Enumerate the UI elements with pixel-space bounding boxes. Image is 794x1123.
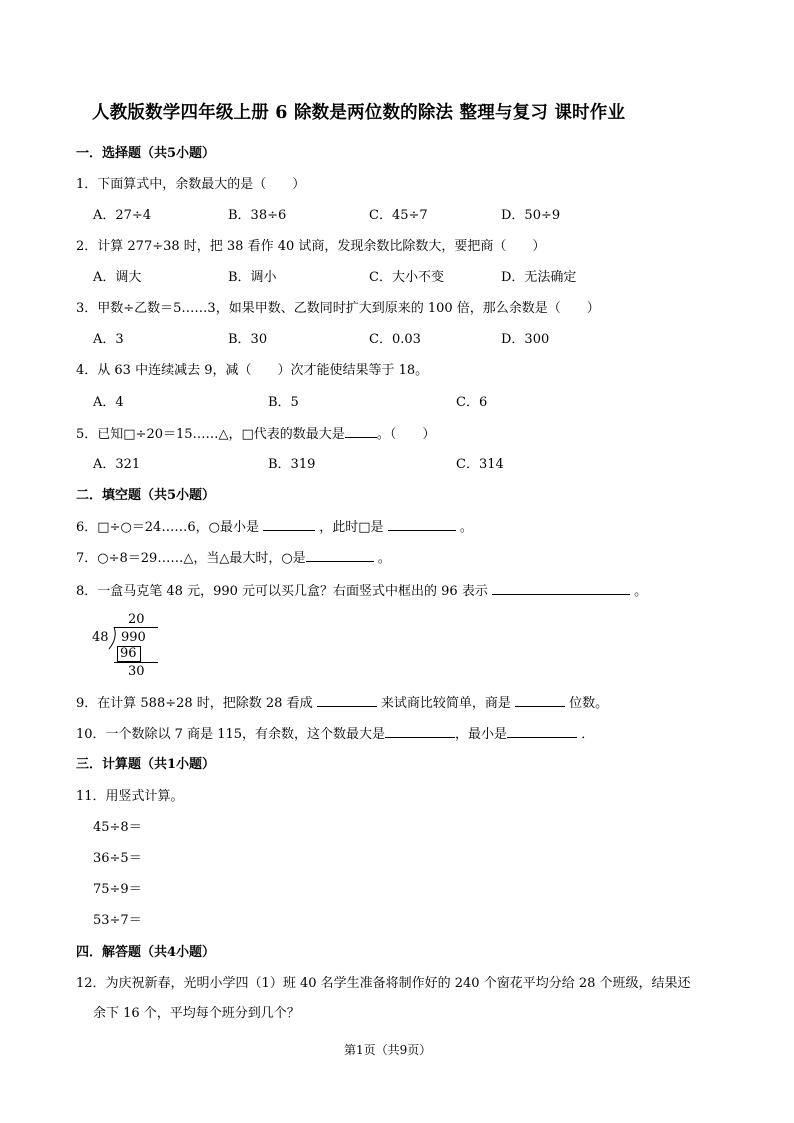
q2-option-c: C．大小不变 xyxy=(369,270,444,285)
section-heading-choice: 一．选择题（共5小题） xyxy=(76,146,216,161)
question-1-stem: 1．下面算式中，余数最大的是（ ） xyxy=(76,177,306,192)
q6-blank-2[interactable] xyxy=(388,518,456,531)
division-product: 96 xyxy=(120,646,137,661)
q11-item-2: 36÷5＝ xyxy=(93,851,142,866)
question-3-stem: 3．甲数÷乙数＝5……3，如果甲数、乙数同时扩大到原来的 100 倍，那么余数是（ ） xyxy=(76,301,600,316)
q6-text-b: ，此时□是 xyxy=(319,520,384,535)
q1-option-d: D．50÷9 xyxy=(501,208,561,223)
q2-option-a: A．调大 xyxy=(93,270,142,285)
q9-blank-1[interactable] xyxy=(317,694,377,707)
q5-option-c: C．314 xyxy=(456,457,504,472)
q9-text-a: 9．在计算 588÷28 时，把除数 28 看成 xyxy=(76,696,313,711)
q9-text-b: 来试商比较简单，商是 xyxy=(380,696,511,711)
question-2-stem: 2．计算 277÷38 时，把 38 看作 40 试商，发现余数比除数大，要把商（ ） xyxy=(76,239,546,254)
q3-option-d: D．300 xyxy=(501,332,550,347)
question-5-stem xyxy=(76,425,435,444)
q9-text-c: 位数。 xyxy=(569,696,609,711)
q10-blank-2[interactable] xyxy=(507,725,577,738)
q5-stem-text: 5．已知□÷20＝15……△，□代表的数最大是 xyxy=(76,427,345,442)
question-12-line-2: 余下 16 个，平均每个班分到几个？ xyxy=(93,1006,300,1021)
q2-option-b: B．调小 xyxy=(228,270,277,285)
q11-item-3: 75÷9＝ xyxy=(93,882,142,897)
q1-option-b: B．38÷6 xyxy=(228,208,287,223)
question-12-line-1: 12．为庆祝新春，光明小学四（1）班 40 名学生准备将制作好的 240 个窗花平均分给 28 个班级，结果还 xyxy=(76,976,691,991)
q7-text-a: 7．○÷8＝29……△，当△最大时，○是 xyxy=(76,551,306,566)
q3-option-c: C．0.03 xyxy=(369,332,421,347)
q8-text-a: 8．一盒马克笔 48 元，990 元可以买几盒？右面竖式中框出的 96 表示 xyxy=(76,584,488,599)
q5-option-b: B．319 xyxy=(268,457,316,472)
division-bar xyxy=(114,627,158,628)
section-heading-calc: 三．计算题（共1小题） xyxy=(76,757,216,772)
page-title: 人教版数学四年级上册 6 除数是两位数的除法 整理与复习 课时作业 xyxy=(92,103,626,123)
q1-option-c: C．45÷7 xyxy=(369,208,428,223)
section-heading-answer: 四．解答题（共4小题） xyxy=(76,945,216,960)
q6-blank-1[interactable] xyxy=(263,518,315,531)
q3-option-a: A．3 xyxy=(93,332,124,347)
q11-item-4: 53÷7＝ xyxy=(93,913,142,928)
q7-text-b: 。 xyxy=(377,551,391,566)
question-8 xyxy=(76,582,647,601)
question-7 xyxy=(76,549,391,568)
division-divisor: 48 xyxy=(92,630,109,645)
q3-option-b: B．30 xyxy=(228,332,268,347)
q10-text-c: ． xyxy=(581,727,595,742)
q4-option-a: A．4 xyxy=(93,395,124,410)
question-4-stem: 4．从 63 中连续减去 9，减（ ）次才能使结果等于 18。 xyxy=(76,363,429,378)
question-11-stem: 11．用竖式计算。 xyxy=(76,789,184,804)
q10-text-b: ，最小是 xyxy=(455,727,508,742)
q11-item-1: 45÷8＝ xyxy=(93,820,142,835)
division-quotient: 20 xyxy=(128,612,145,627)
q4-option-b: B．5 xyxy=(268,395,299,410)
q6-text-c: 。 xyxy=(459,520,473,535)
page-footer: 第1页（共9页） xyxy=(344,1043,432,1057)
q7-blank[interactable] xyxy=(306,549,374,562)
q6-text-a: 6．□÷○＝24……6，○最小是 xyxy=(76,520,259,535)
q2-option-d: D．无法确定 xyxy=(501,270,577,285)
q8-blank[interactable] xyxy=(492,582,630,595)
question-9 xyxy=(76,694,608,713)
question-10 xyxy=(76,725,594,744)
q4-option-c: C．6 xyxy=(456,395,488,410)
division-dividend: 990 xyxy=(121,630,146,645)
q5-option-a: A．321 xyxy=(93,457,141,472)
q9-blank-2[interactable] xyxy=(515,694,565,707)
q10-blank-1[interactable] xyxy=(385,725,455,738)
section-heading-fill: 二．填空题（共5小题） xyxy=(76,488,216,503)
question-6 xyxy=(76,518,473,537)
q1-option-a: A．27÷4 xyxy=(93,208,152,223)
division-remainder: 30 xyxy=(128,664,145,679)
q5-stem-end: 。（ ） xyxy=(376,427,436,442)
q5-answer-blank[interactable] xyxy=(345,425,377,438)
q10-text-a: 10．一个数除以 7 商是 115，有余数，这个数最大是 xyxy=(76,727,386,742)
q8-text-b: 。 xyxy=(634,584,648,599)
